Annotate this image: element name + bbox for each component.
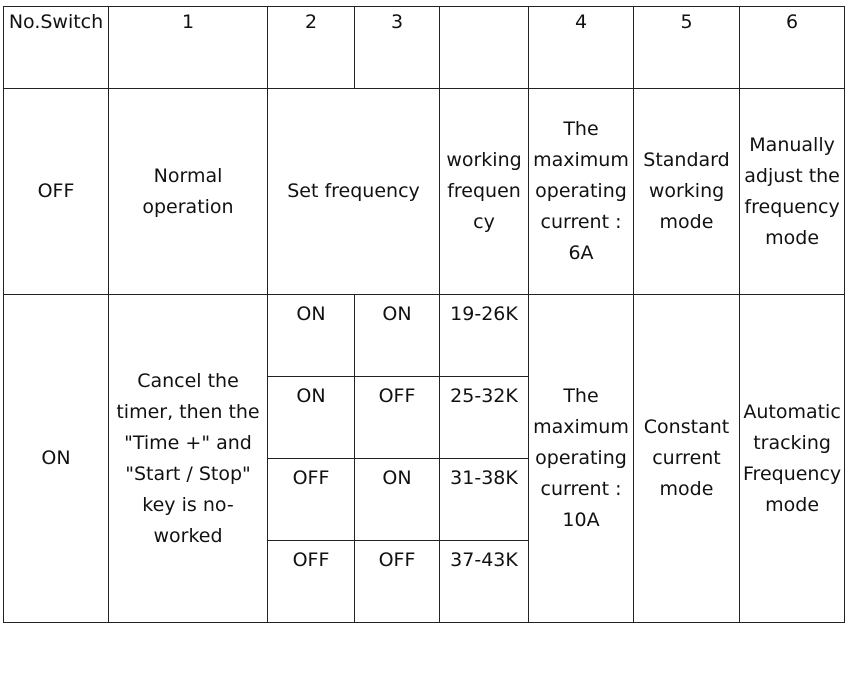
- off-col1-line: Normal: [153, 164, 223, 187]
- on-label: ON: [4, 295, 109, 623]
- off-col1-line: operation: [142, 195, 234, 218]
- on-col6-line: mode: [765, 493, 820, 516]
- combo-sw2: ON: [268, 295, 355, 377]
- off-col4-line: 6A: [568, 242, 594, 264]
- off-col6-cell: [740, 89, 845, 295]
- on-col1-cell: [109, 295, 268, 623]
- off-col4-line: The: [563, 118, 599, 140]
- combo-sw3: OFF: [355, 541, 440, 623]
- on-col1-line: Cancel the: [137, 369, 239, 392]
- on-col4-line: The: [563, 385, 599, 407]
- on-col1-line: "Time +" and: [124, 431, 252, 454]
- on-col4-cell: [529, 295, 634, 623]
- header-no-switch: No.Switch: [4, 7, 109, 89]
- off-label: OFF: [4, 89, 109, 295]
- off-working-frequency-cell: [440, 89, 529, 295]
- combo-frequency: 19-26K: [440, 295, 529, 377]
- on-col5-line: Constant: [643, 416, 730, 438]
- off-working-frequency-line: cy: [473, 211, 495, 233]
- off-row: [4, 89, 845, 295]
- off-col6-line: mode: [765, 226, 820, 249]
- header-col-3: 3: [355, 7, 440, 89]
- header-col-blank: [440, 7, 529, 89]
- combo-sw3: ON: [355, 295, 440, 377]
- off-col6-line: adjust the: [744, 164, 840, 187]
- on-row-1: [4, 295, 845, 377]
- combo-sw3: OFF: [355, 377, 440, 459]
- on-col6-line: Automatic: [743, 400, 841, 423]
- on-col4-line: 10A: [562, 509, 600, 531]
- header-col-6: 6: [740, 7, 845, 89]
- combo-sw2: OFF: [268, 459, 355, 541]
- on-col1-line: timer, then the: [116, 400, 260, 423]
- off-col4-line: current :: [540, 211, 622, 233]
- off-col1-cell: [109, 89, 268, 295]
- off-col4-line: operating: [535, 180, 627, 202]
- off-col5-line: working: [648, 180, 725, 202]
- on-col5-cell: [634, 295, 740, 623]
- on-col5-line: mode: [659, 478, 714, 500]
- header-col-5: 5: [634, 7, 740, 89]
- off-working-frequency-line: frequen: [447, 180, 521, 202]
- on-col4-line: current :: [540, 478, 622, 500]
- off-col4-cell: [529, 89, 634, 295]
- header-col-1: 1: [109, 7, 268, 89]
- combo-sw2: OFF: [268, 541, 355, 623]
- on-col1-line: key is no-worked: [142, 493, 234, 547]
- header-col-2: 2: [268, 7, 355, 89]
- on-col6-line: tracking: [753, 431, 831, 454]
- header-row: [4, 7, 845, 89]
- on-col6-cell: [740, 295, 845, 623]
- on-col5-line: current: [652, 447, 721, 469]
- off-col5-cell: [634, 89, 740, 295]
- off-col6-line: Manually: [749, 133, 835, 156]
- dip-switch-settings-table: [3, 6, 845, 623]
- combo-sw2: ON: [268, 377, 355, 459]
- on-col1-line: "Start / Stop": [125, 462, 251, 485]
- off-col5-line: Standard: [643, 149, 730, 171]
- combo-frequency: 25-32K: [440, 377, 529, 459]
- on-col4-line: operating: [535, 447, 627, 469]
- off-col5-line: mode: [659, 211, 714, 233]
- header-col-4: 4: [529, 7, 634, 89]
- combo-sw3: ON: [355, 459, 440, 541]
- on-col4-line: maximum: [533, 416, 629, 438]
- combo-frequency: 31-38K: [440, 459, 529, 541]
- combo-frequency: 37-43K: [440, 541, 529, 623]
- off-col6-line: frequency: [744, 195, 840, 218]
- off-set-frequency: Set frequency: [268, 89, 440, 295]
- on-col6-line: Frequency: [743, 462, 842, 485]
- switch-settings-table-container: [3, 6, 845, 623]
- off-col4-line: maximum: [533, 149, 629, 171]
- off-working-frequency-line: working: [446, 149, 522, 171]
